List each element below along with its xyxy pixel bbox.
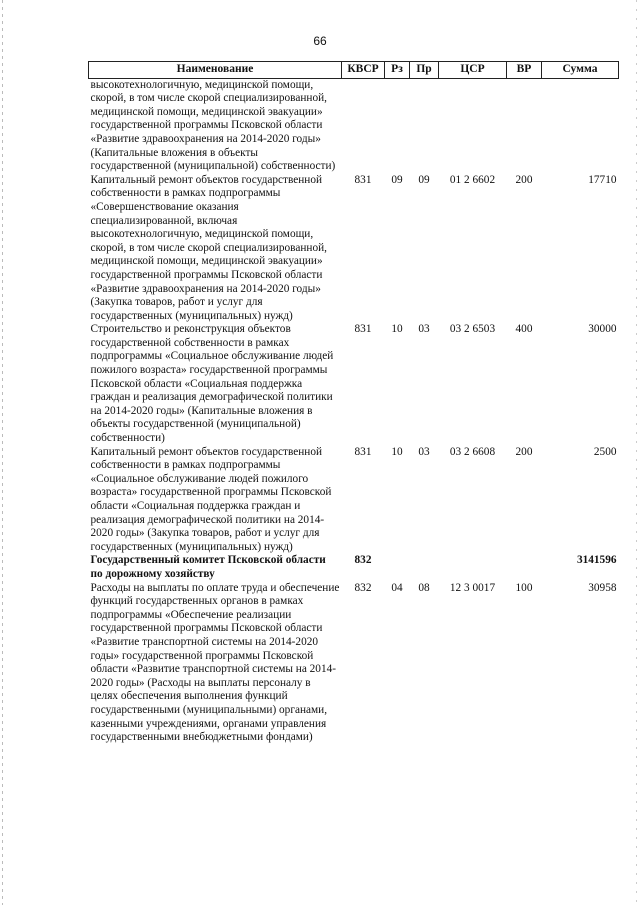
cell-pr: 03 xyxy=(418,323,430,336)
cell-kvsr: 831 xyxy=(354,445,372,458)
cell-name: Расходы на выплаты по оплате труда и обеспечение функций государственных органов в рамках подпрограммы «Обеспечение реализации государственной программы Псковской области «Развитие транспортной системы на 2014-2020 годы» государственной программы Псковской области «Развитие транспортной системы на 2014-2020 годы» (Расходы на выплаты персоналу в целях обеспечения выполнения функций государственными (муниципальными) органами, казенными учреждениями, органами управления государственными внебюджетными фондами) xyxy=(90,581,340,744)
cell-pr xyxy=(410,554,439,581)
header-sum: Сумма xyxy=(542,62,619,79)
cell-vr: 400 xyxy=(515,323,533,336)
cell-sum: 30000 xyxy=(588,323,617,336)
page-number: 66 xyxy=(313,34,327,48)
header-rz: Рз xyxy=(385,62,410,79)
cell-sum xyxy=(542,78,619,174)
table-row xyxy=(89,323,619,445)
cell-pr: 09 xyxy=(418,173,430,186)
cell-rz xyxy=(385,78,410,174)
cell-vr xyxy=(507,554,542,581)
cell-csr xyxy=(439,78,507,174)
cell-name: Капитальный ремонт объектов государственной собственности в рамках подпрограммы «Совершенствование оказания специализированной, включая высокотехнологичную, медицинской помощи, скорой, в том числе скорой специализированной, медицинской помощи, медицинской эвакуации» государственной программы Псковской области «Развитие здравоохранения на 2014-2020 годы» (Закупка товаров, работ и услуг для государственных (муниципальных) нужд) xyxy=(90,173,327,322)
cell-csr: 12 3 0017 xyxy=(449,581,496,594)
cell-name: Строительство и реконструкция объектов государственной собственности в рамках подпрограммы «Социальное обслуживание людей пожилого возраста» государственной программы Псковской области «Социальная поддержка граждан и реализация демографической политики на 2014-2020 годы» (Капитальные вложения в объекты государственной (муниципальной) собственности) xyxy=(90,323,334,445)
table-body xyxy=(89,78,619,745)
cell-vr: 200 xyxy=(515,445,533,458)
table-row xyxy=(89,446,619,555)
table-row xyxy=(89,78,619,174)
cell-rz: 10 xyxy=(391,445,403,458)
header-kvsr: КВСР xyxy=(342,62,385,79)
header-name: Наименование xyxy=(89,62,342,79)
cell-sum: 30958 xyxy=(588,581,617,594)
cell-pr: 03 xyxy=(418,445,430,458)
cell-kvsr: 831 xyxy=(354,173,372,186)
cell-pr xyxy=(410,78,439,174)
cell-rz xyxy=(385,554,410,581)
cell-csr xyxy=(439,554,507,581)
cell-kvsr: 831 xyxy=(354,323,372,336)
header-pr: Пр xyxy=(410,62,439,79)
table-row xyxy=(89,174,619,324)
table-header xyxy=(89,62,619,79)
cell-kvsr: 832 xyxy=(354,554,372,567)
cell-rz: 04 xyxy=(391,581,403,594)
cell-sum: 2500 xyxy=(593,445,617,458)
table-row xyxy=(89,554,619,581)
cell-csr: 01 2 6602 xyxy=(449,173,496,186)
cell-rz: 09 xyxy=(391,173,403,186)
cell-name: высокотехнологичную, медицинской помощи, скорой, в том числе скорой специализированной, медицинской помощи, медицинской эвакуации» государственной программы Псковской области «Развитие здравоохранения на 2014-2020 годы» (Капитальные вложения в объекты государственной (муниципальной) собственности) xyxy=(90,78,336,173)
header-csr: ЦСР xyxy=(439,62,507,79)
cell-pr: 08 xyxy=(418,581,430,594)
budget-table xyxy=(88,61,619,745)
cell-vr: 100 xyxy=(515,581,533,594)
cell-rz: 10 xyxy=(391,323,403,336)
cell-vr: 200 xyxy=(515,173,533,186)
cell-csr: 03 2 6608 xyxy=(449,445,496,458)
cell-name: Капитальный ремонт объектов государственной собственности в рамках подпрограммы «Социальное обслуживание людей пожилого возраста» государственной программы Псковской области «Социальная поддержка граждан и реализация демографической политики на 2014-2020 годы» (Закупка товаров, работ и услуг для государственных (муниципальных) нужд) xyxy=(90,445,332,553)
table-row xyxy=(89,582,619,745)
cell-csr: 03 2 6503 xyxy=(449,323,496,336)
scan-edge-left xyxy=(2,0,3,905)
cell-kvsr: 832 xyxy=(354,581,372,594)
cell-vr xyxy=(507,78,542,174)
cell-sum: 17710 xyxy=(588,173,617,186)
cell-name: Государственный комитет Псковской области по дорожному хозяйству xyxy=(90,554,326,580)
scan-edge-right xyxy=(636,0,637,905)
cell-sum: 3141596 xyxy=(576,554,617,567)
header-vr: ВР xyxy=(507,62,542,79)
cell-kvsr xyxy=(342,78,385,174)
